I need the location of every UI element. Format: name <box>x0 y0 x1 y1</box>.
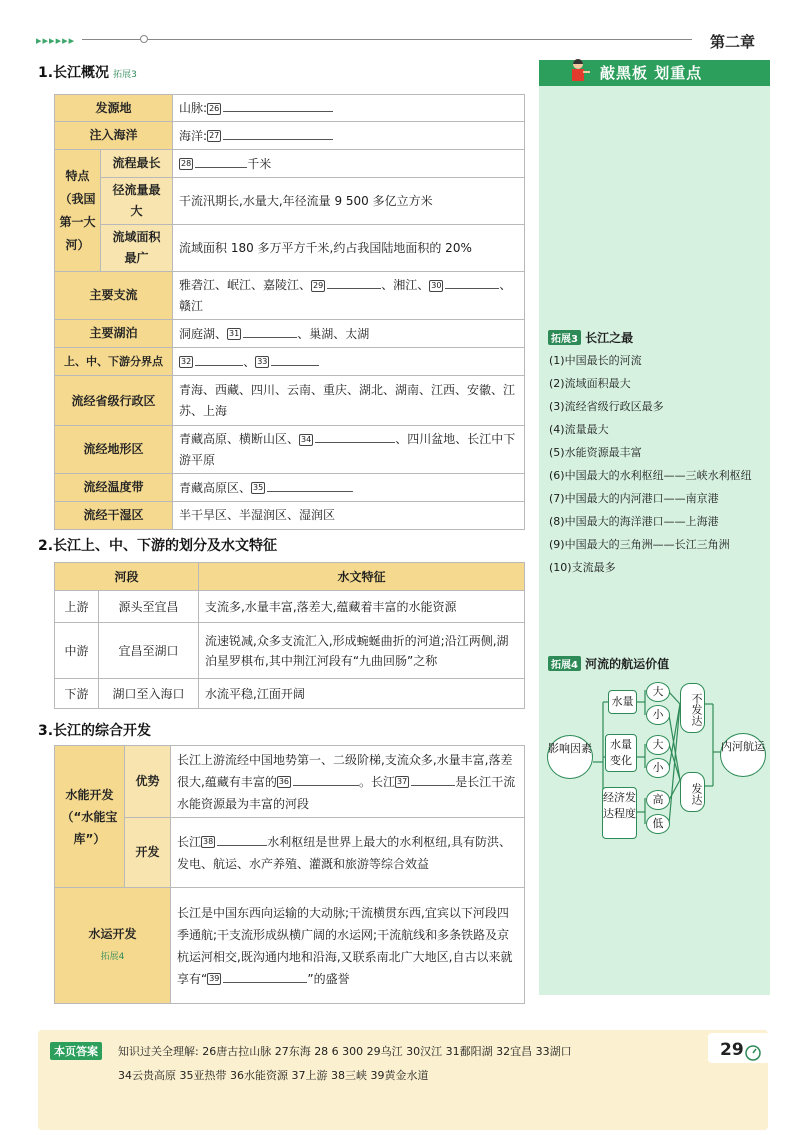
cell-area-label: 流域面积最广 <box>101 225 173 272</box>
developed-node: 发达 <box>680 772 705 812</box>
fill-blank[interactable] <box>315 428 395 443</box>
list-item: (4)流量最大 <box>549 423 609 436</box>
fill-blank[interactable] <box>223 97 333 112</box>
range-upper: 源头至宜昌 <box>99 591 199 623</box>
text: 山脉: <box>179 101 208 115</box>
list-item: (6)中国最大的水利枢纽——三峡水利枢纽 <box>549 469 752 482</box>
list-item: (9)中国最大的三角洲——长江三角洲 <box>549 538 730 551</box>
answer-line-2: 34云贵高原 35亚热带 36水能资源 37上游 38三峡 39黄金水道 <box>118 1069 429 1082</box>
cell-province-value: 青海、西藏、四川、云南、重庆、湖北、湖南、江西、安徽、江苏、上海 <box>173 376 525 426</box>
small-node-1: 小 <box>646 705 670 725</box>
extension-3-heading <box>548 329 633 346</box>
section-1-heading: 1.长江概况 <box>38 65 110 81</box>
blank-number: 26 <box>209 103 220 113</box>
text: 长江 <box>177 834 202 849</box>
teacher-icon <box>565 57 591 83</box>
cell-temperature-value <box>173 474 525 502</box>
cell-province-label: 流经省级行政区 <box>55 376 173 426</box>
answer-label: 本页答案 <box>50 1042 102 1060</box>
superlatives-list <box>549 349 764 579</box>
fill-blank[interactable] <box>223 968 307 983</box>
text: 是长江干流水能资源最为丰富的河段 <box>177 774 516 811</box>
cell-humidity-label: 流经干湿区 <box>55 502 173 530</box>
header-features: 水文特征 <box>199 563 525 591</box>
fill-blank[interactable] <box>411 771 455 786</box>
fill-blank[interactable] <box>195 153 247 168</box>
cell-hydro-label: 水能开发（“水能宝库”） <box>55 746 125 888</box>
big-node-2: 大 <box>646 735 670 755</box>
cell-terrain-label: 流经地形区 <box>55 426 173 474</box>
section-1-title <box>38 62 137 82</box>
extension-4-heading <box>548 655 669 672</box>
text: 长江上游流经中国地势第一、二级阶梯,支流众多,水量丰富,落差很大,蕴藏有丰富的 <box>177 752 513 789</box>
extension-3-tag: 拓展3 <box>548 330 581 345</box>
panel-title: 敲黑板 划重点 <box>600 64 703 82</box>
header-rule <box>82 39 692 40</box>
cell-source-value <box>173 95 525 122</box>
cell-temperature-label: 流经温度带 <box>55 474 173 502</box>
text: ”的盛誉 <box>307 971 350 986</box>
cell-shipping-label <box>55 888 171 1004</box>
text: 千米 <box>247 156 272 171</box>
cell-longest-value <box>173 150 525 178</box>
page-number: 29 <box>720 1040 744 1060</box>
extension-tag: 拓展3 <box>113 70 137 80</box>
fill-blank[interactable] <box>195 351 243 366</box>
cell-tributary-label: 主要支流 <box>55 272 173 320</box>
text: 、赣江 <box>179 278 512 313</box>
feature-upper: 支流多,水量丰富,落差大,蕴藏着丰富的水能资源 <box>199 591 525 623</box>
blank-number: 30 <box>431 280 442 290</box>
text: 青藏高原、横断山区、 <box>179 432 300 446</box>
inland-shipping-node: 内河航运 <box>720 733 766 777</box>
cell-runoff-label: 径流量最大 <box>101 178 173 225</box>
shipping-heading: 水运开发 <box>88 926 137 941</box>
chapter-title: 第二章 <box>710 33 756 51</box>
cell-humidity-value: 半干旱区、半湿润区、湿润区 <box>173 502 525 530</box>
blank-number: 33 <box>257 357 268 366</box>
extension-4-tag: 拓展4 <box>548 656 581 671</box>
blank-number: 37 <box>397 777 408 786</box>
answer-text <box>118 1040 698 1088</box>
cell-sea-value <box>173 122 525 150</box>
cell-tributary-value <box>173 272 525 320</box>
segment-middle: 中游 <box>55 623 99 679</box>
text: 雅砻江、岷江、嘉陵江、 <box>179 278 312 292</box>
cell-longest-label: 流程最长 <box>101 150 173 178</box>
extension-4-title: 河流的航运价值 <box>585 657 670 671</box>
low-node: 低 <box>646 814 670 834</box>
blank-number: 28 <box>181 159 192 168</box>
text: 、四川盆地、长江中下游平原 <box>179 432 516 467</box>
development-table <box>54 745 525 1004</box>
cell-area-value: 流域面积 180 多万平方千米,约占我国陆地面积的 20% <box>173 225 525 272</box>
segment-upper: 上游 <box>55 591 99 623</box>
answer-line-1: 知识过关全理解: 26唐古拉山脉 27东海 28 6 300 29乌江 30汉江 31鄱阳湖 32宜昌 33湖口 <box>118 1045 572 1058</box>
text: 、巢湖、太湖 <box>297 326 370 341</box>
fill-blank[interactable] <box>327 274 381 289</box>
list-item: (10)支流最多 <box>549 561 616 574</box>
range-lower: 湖口至入海口 <box>99 679 199 709</box>
fill-blank[interactable] <box>293 771 359 786</box>
blank-number: 32 <box>181 357 192 366</box>
text: 水利枢纽是世界上最大的水利枢纽,具有防洪、发电、航运、水产养殖、灌溉和旅游等综合效益 <box>177 834 512 871</box>
cell-boundary-label: 上、中、下游分界点 <box>55 348 173 376</box>
factors-node: 影响因素 <box>547 735 593 779</box>
yangtze-overview-table <box>54 94 525 530</box>
cell-lake-label: 主要湖泊 <box>55 320 173 348</box>
header-arrows: ▸▸▸▸▸▸ <box>36 34 76 47</box>
cell-development-label: 开发 <box>125 818 171 888</box>
section-3-title: 3.长江的综合开发 <box>38 723 152 739</box>
blank-number: 34 <box>301 434 312 444</box>
clock-icon <box>744 1043 762 1061</box>
list-item: (7)中国最大的内河港口——南京港 <box>549 492 719 505</box>
river-segments-table <box>54 562 525 709</box>
cell-lake-value <box>173 320 525 348</box>
fill-blank[interactable] <box>271 351 319 366</box>
text: 海洋: <box>179 128 208 143</box>
text: 青藏高原区、 <box>179 480 252 495</box>
underdeveloped-node: 不发达 <box>680 683 705 733</box>
blank-number: 38 <box>203 837 214 846</box>
text: 长江是中国东西向运输的大动脉;干流横贯东西,宜宾以下河段四季通航;干支流形成纵横广阔的水运网;干流航线和多条铁路及京杭运河相交,既沟通内地和沿海,又联系南北广大地区,自古以来就享有“ <box>177 905 513 986</box>
cell-source-label: 发源地 <box>55 95 173 122</box>
blank-number: 36 <box>278 777 290 786</box>
blank-number: 35 <box>253 483 264 492</box>
small-node-2: 小 <box>646 758 670 778</box>
feature-lower: 水流平稳,江面开阔 <box>199 679 525 709</box>
text: 、湘江、 <box>381 278 430 292</box>
water-volume-node: 水量 <box>608 690 637 714</box>
text: 、 <box>243 354 256 369</box>
cell-advantage-label: 优势 <box>125 746 171 818</box>
fill-blank[interactable] <box>267 477 353 492</box>
blank-number: 27 <box>209 131 220 140</box>
cell-boundary-value <box>173 348 525 376</box>
cell-sea-label: 注入海洋 <box>55 122 173 150</box>
cell-runoff-value: 干流汛期长,水量大,年径流量 9 500 多亿立方米 <box>173 178 525 225</box>
list-item: (2)流域面积最大 <box>549 377 631 390</box>
list-item: (8)中国最大的海洋港口——上海港 <box>549 515 719 528</box>
fill-blank[interactable] <box>445 274 499 289</box>
feature-middle: 流速锐减,众多支流汇入,形成蜿蜒曲折的河道;沿江两侧,湖泊星罗棋布,其中荆江河段有“九曲回肠”之称 <box>199 623 525 679</box>
blank-number: 31 <box>229 329 240 338</box>
cell-development-value <box>171 818 525 888</box>
economy-node: 经济发达程度 <box>602 787 637 839</box>
fill-blank[interactable] <box>217 831 267 846</box>
list-item: (3)流经省级行政区最多 <box>549 400 664 413</box>
range-middle: 宜昌至湖口 <box>99 623 199 679</box>
big-node-1: 大 <box>646 682 670 702</box>
volume-change-node: 水量变化 <box>605 734 637 772</box>
blank-number: 39 <box>209 974 220 983</box>
extension-tag: 拓展4 <box>100 951 125 962</box>
list-item: (5)水能资源最丰富 <box>549 446 642 459</box>
segment-lower: 下游 <box>55 679 99 709</box>
high-node: 高 <box>646 790 670 810</box>
header-segment: 河段 <box>55 563 199 591</box>
header-ring-icon <box>140 35 148 43</box>
fill-blank[interactable] <box>223 125 333 140</box>
text: 洞庭湖、 <box>179 326 228 341</box>
cell-advantage-value <box>171 746 525 818</box>
list-item: (1)中国最长的河流 <box>549 354 642 367</box>
text: 。长江 <box>359 774 396 789</box>
cell-feature-label: 特点（我国第一大河） <box>55 150 101 272</box>
section-2-title: 2.长江上、中、下游的划分及水文特征 <box>38 538 278 554</box>
cell-terrain-value <box>173 426 525 474</box>
extension-3-title: 长江之最 <box>585 331 634 345</box>
fill-blank[interactable] <box>243 323 297 338</box>
cell-shipping-value <box>171 888 525 1004</box>
blank-number: 29 <box>313 280 324 290</box>
